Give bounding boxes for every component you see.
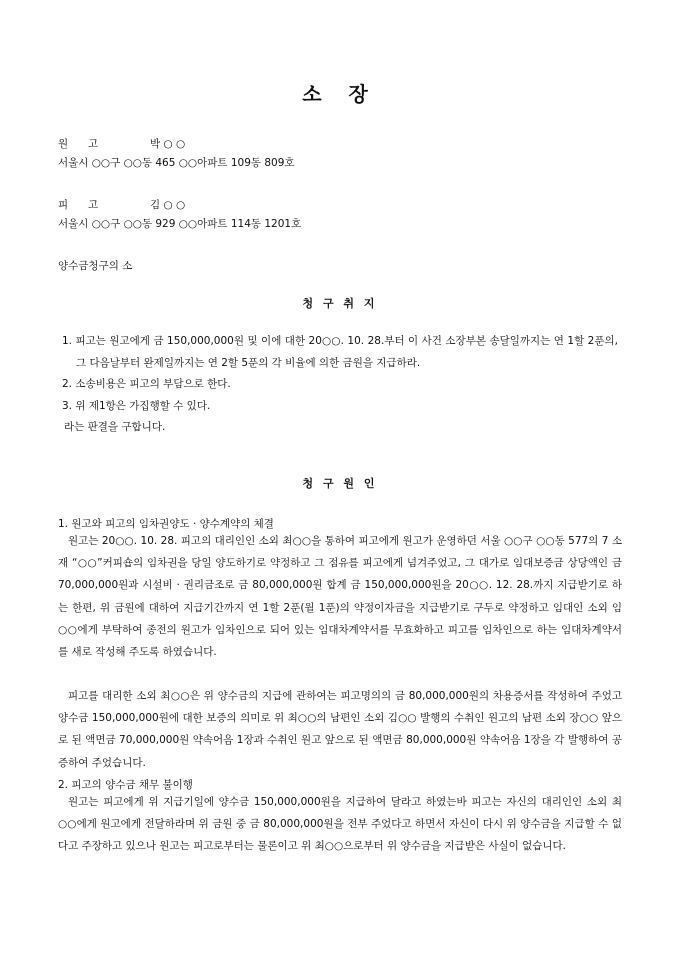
- plaintiff-label: 원 고: [58, 138, 99, 150]
- plaintiff-line: [58, 136, 185, 151]
- claim-purpose-item-1: 1. 피고는 원고에게 금 150,000,000원 및 이에 대한 20○○. 10. 28.부터 이 사건 소장부본 송달일까지는 연 1할 2푼의, 그 다음날부터 완제일까지는 연 2할 5푼의 각 비율에 의한 금원을 지급하라.: [62, 335, 618, 369]
- defendant-name: 김 ○ ○: [150, 199, 186, 211]
- defendant-label: 피 고: [58, 199, 99, 211]
- claim-purpose-closing: 라는 판결을 구합니다.: [64, 421, 166, 433]
- plaintiff-address: 서울시 ○○구 ○○동 465 ○○아파트 109동 809호: [58, 157, 295, 169]
- section2-paragraph-1: 원고는 피고에게 위 지급기일에 양수금 150,000,000원을 지급하여 달라고 하였는바 피고는 자신의 대리인인 소외 최○○에게 원고에게 전달하라며 위 금원 중 금 80,000,000원을 전부 주었다고 하면서 자신이 다시 위 양수금을 지급할 수 없다고 주장하고 있으나 원고는 피고로부터는 물론이고 위 최○○으로부터 위 양수금을 지급받은 사실이 없습니다.: [58, 796, 622, 853]
- defendant-address: 서울시 ○○구 ○○동 929 ○○아파트 114동 1201호: [58, 218, 302, 230]
- document-title: 소 장: [302, 82, 378, 106]
- section1-paragraph-2: 피고를 대리한 소외 최○○은 위 양수금의 지급에 관하여는 피고명의의 금 80,000,000원의 차용증서를 작성하여 주었고 양수금 150,000,000원에 대한 보증의 의미로 위 최○○의 남편인 소외 김○○ 발행의 수취인 원고의 남편 소외 장○○ 앞으로 된 액면금 70,000,000원 약속어음 1장과 수취인 원고 앞으로 된 액면금 80,000,000원 약속어음 1장을 각 발행하여 공증하여 주었습니다.: [58, 690, 622, 769]
- section1-paragraph-1: 원고는 20○○. 10. 28. 피고의 대리인인 소외 최○○을 통하여 피고에게 원고가 운영하던 서울 ○○구 ○○동 577의 7 소재 “○○”커피숍의 임차권을 당일 양도하기로 약정하고 그 점유를 피고에게 넘겨주었고, 그 대가로 임대보증금 상당액인 금 70,000,000원과 시설비 · 권리금조로 금 80,000,000원 합계 금 150,000,000원을 20○○. 12. 28.까지 지급받기로 하는 한편, 위 금원에 대하여 지급기간까지 연 1할 2푼(월 1푼)의 약정이자금을 지급받기로 구두로 약정하고 임대인 소외 임○○에게 부탁하여 종전의 원고가 임차인으로 되어 있는 임대차계약서를 무효화하고 피고를 임차인으로 하는 임대차계약서를 새로 작성해 주도록 하였습니다.: [58, 535, 622, 659]
- case-name: 양수금청구의 소: [58, 260, 133, 272]
- claim-purpose-item-2: 2. 소송비용은 피고의 부담으로 한다.: [62, 378, 231, 390]
- plaintiff-name: 박 ○ ○: [150, 138, 186, 150]
- defendant-line: [58, 197, 185, 212]
- claim-cause-heading: 청 구 원 인: [302, 477, 378, 490]
- section2-title: 2. 피고의 양수금 채무 불이행: [58, 779, 193, 791]
- claim-purpose-list: [62, 331, 618, 439]
- claim-purpose-heading: 청 구 취 지: [302, 297, 378, 310]
- section1-title: 1. 원고와 피고의 임차권양도 · 양수계약의 체결: [58, 518, 274, 530]
- claim-purpose-item-3: 3. 위 제1항은 가집행할 수 있다.: [62, 399, 211, 412]
